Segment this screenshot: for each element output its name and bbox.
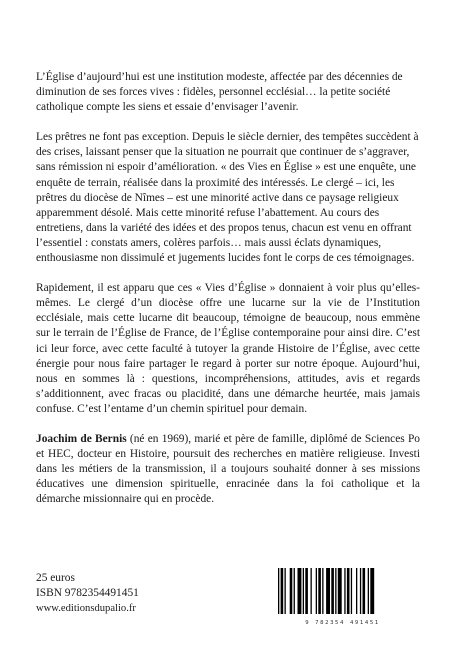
barcode-icon [270, 566, 415, 618]
paragraph-priests: Les prêtres ne font pas exception. Depuis le siècle dernier, des tempêtes succèdent à des crises, laissant penser que la situation ne pourrait que continuer de s’aggraver, sans rémission ni espoir d’amélioration. « des Vies en Église » est une enquête, une enquête de terrain, réalisée dans la proximité des intéressés. Le clergé – ici, les prêtres du diocèse de Nîmes – est une minorité active dans ce paysage religieux apparemment désolé. Mais cette minorité refuse l’abattement. Au cours des entretiens, dans la variété des idées et des propos tenus, chacun est venu en offrant l’essentiel : constats amers, colères parfois… mais aussi éclats dynamiques, enthousiasme non dissimulé et jugements lucides font le corps de ces témoignages. [36, 131, 419, 265]
blurb [36, 70, 420, 522]
author-bio [36, 432, 420, 507]
price: 25 euros [36, 572, 75, 584]
paragraph-church-lives: Rapidement, il est apparu que ces « Vies d’Église » donnaient à voir plus qu’elles-mêmes. Le clergé d’un diocèse offre une lucarne sur la vie de l’Institution ecclésiale, mais cette lucarne dit beaucoup, témoigne de beaucoup, nous emmène sur le terrain de l’Église de France, de l’Église contemporaine pour ainsi dire. C’est ici leur force, avec cette faculté à tutoyer la grande Histoire de l’Église, avec cette énergie pour nous faire partager le regard à porter sur notre époque. Aujourd’hui, nous en sommes là : questions, incompréhensions, attitudes, avis et regards s’additionnent, avec fracas ou placidité, dans une démarche heurtée, mais jamais confuse. C’est l’entame d’un chemin spirituel pour demain. [36, 282, 420, 415]
paragraph-intro: L’Église d’aujourd’hui est une institution modeste, affectée par des décennies de diminution de ses forces vives : fidèles, personnel ecclésial… la petite société catholique compte les siens et essaie d’envisager l’avenir. [36, 71, 403, 114]
publication-info [36, 571, 139, 616]
publisher-website: www.editionsdupalio.fr [36, 603, 136, 614]
barcode [270, 566, 415, 626]
isbn: ISBN 9782354491451 [36, 587, 139, 599]
barcode-number: 9 782354 491451 [305, 620, 380, 626]
author-bio-text: (né en 1969), marié et père de famille, diplômé de Sciences Po et HEC, docteur en Histoire, poursuit des recherches en matière religieuse. Investi dans les métiers de la transmission, il a toujours souhaité donner à ses missions éducatives une dimension spirituelle, enracinée dans la foi catholique et la démarche missionnaire qui en procède. [36, 432, 420, 506]
author-name: Joachim de Bernis [36, 432, 127, 445]
